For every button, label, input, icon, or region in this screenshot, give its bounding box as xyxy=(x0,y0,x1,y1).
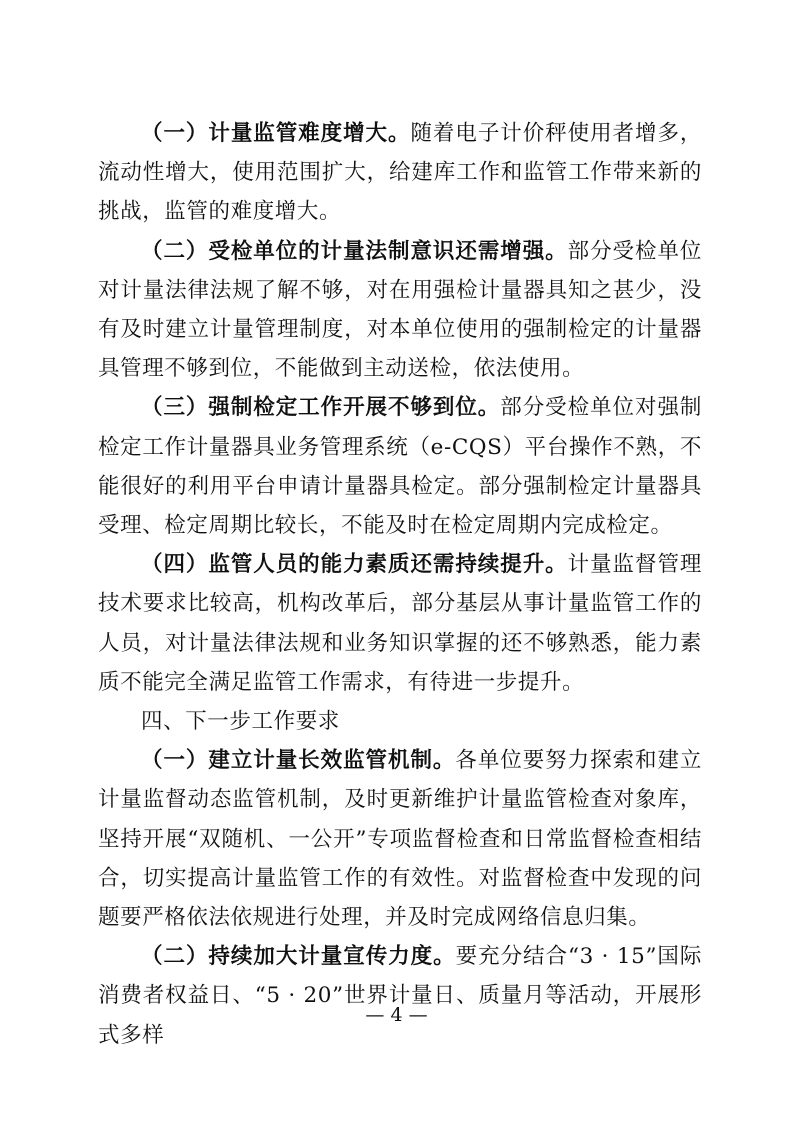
paragraph-3-body: 部分受检单位对强制检定工作计量器具业务管理系统（e-CQS）平台操作不熟，不能很好的利用平台申请计量器具检定。部分强制检定计量器具受理、检定周期比较长，不能及时在检定周期内完成检定。 xyxy=(98,395,702,539)
paragraph-6-heading: （二）持续加大计量宣传力度。 xyxy=(141,944,456,970)
paragraph-4 xyxy=(98,545,702,702)
section-title: 四、下一步工作要求 xyxy=(141,709,340,735)
paragraph-5 xyxy=(98,741,702,937)
paragraph-4-body: 计量监督管理技术要求比较高，机构改革后，部分基层从事计量监管工作的人员，对计量法律法规和业务知识掌握的还不够熟悉，能力素质不能完全满足监管工作需求，有待进一步提升。 xyxy=(98,552,702,695)
paragraph-3 xyxy=(98,388,702,545)
paragraph-1 xyxy=(98,114,702,232)
paragraph-4-heading: （四）监管人员的能力素质还需持续提升。 xyxy=(141,552,568,578)
paragraph-5-body: 各单位要努力探索和建立计量监督动态监管机制，及时更新维护计量监管检查对象库，坚持开展“双随机、一公开”专项监督检查和日常监督检查相结合，切实提高计量监管工作的有效性。对监督检查中发现的问题要严格依法依规进行处理，并及时完成网络信息归集。 xyxy=(98,748,702,931)
paragraph-1-body: 随着电子计价秤使用者增多，流动性增大，使用范围扩大，给建库工作和监管工作带来新的挑战，监管的难度增大。 xyxy=(98,121,702,225)
paragraph-6 xyxy=(98,937,702,1055)
paragraph-2-body: 部分受检单位对计量法律法规了解不够，对在用强检计量器具知之甚少，没有及时建立计量管理制度，对本单位使用的强制检定的计量器具管理不够到位，不能做到主动送检，依法使用。 xyxy=(98,238,702,382)
paragraph-2 xyxy=(98,232,702,389)
paragraph-1-heading: （一）计量监管难度增大。 xyxy=(141,121,411,146)
paragraph-3-heading: （三）强制检定工作开展不够到位。 xyxy=(141,395,501,421)
document-body xyxy=(98,114,702,1055)
paragraph-2-heading: （二）受检单位的计量法制意识还需增强。 xyxy=(141,238,568,264)
page-number: — 4 — xyxy=(365,1004,428,1026)
paragraph-5-heading: （一）建立计量长效监管机制。 xyxy=(141,748,456,774)
paragraph-6-body: 要充分结合“3 · 15”国际消费者权益日、“5 · 20”世界计量日、质量月等活动，开展形式多样 xyxy=(98,944,702,1048)
